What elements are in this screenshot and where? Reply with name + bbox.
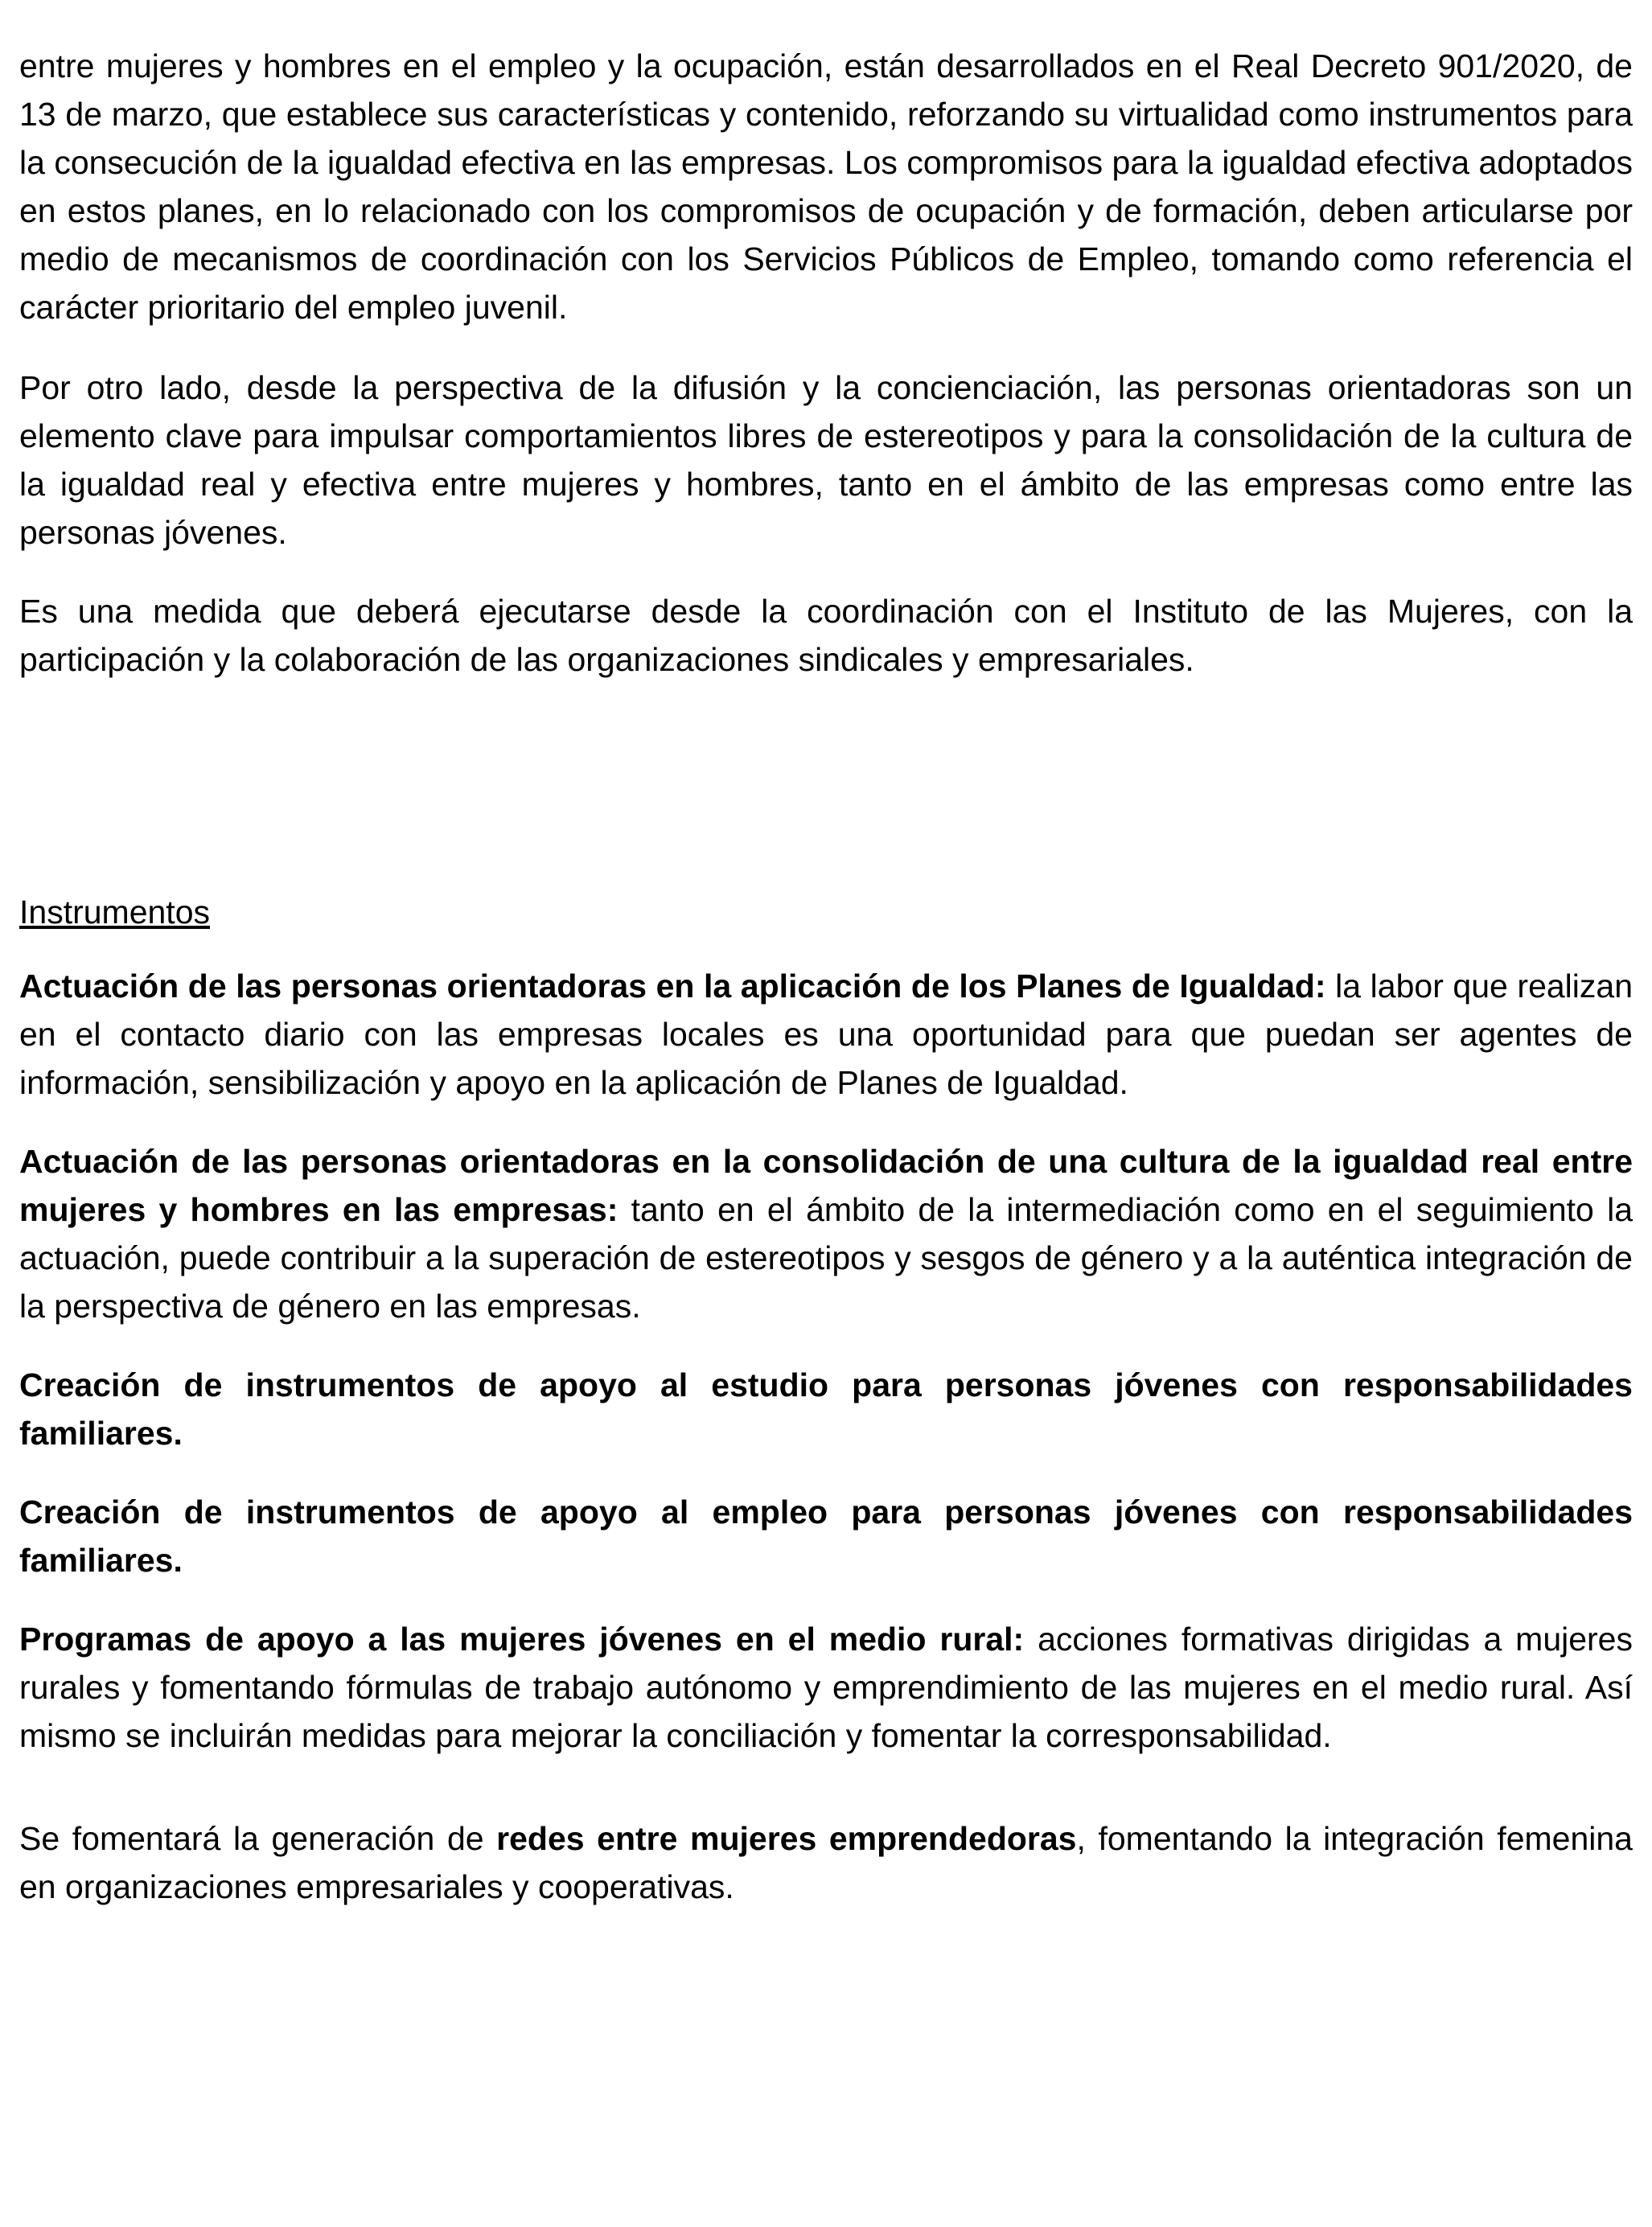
intro-paragraph-2: Por otro lado, desde la perspectiva de la difusión y la concienciación, las personas orientadoras son un elemento clave para impulsar comportamientos libres de estereotipos y para la consolidación de la cultura de la igualdad real y efectiva entre mujeres y hombres, tanto en el ámbito de las empresas como entre las personas jóvenes. — [19, 369, 1633, 551]
instrument-item-5 — [19, 1615, 1633, 1760]
document-page — [19, 42, 1633, 1911]
intro-paragraph-3: Es una medida que deberá ejecutarse desde la coordinación con el Instituto de las Mujeres, con la participación y la colaboración de las organizaciones sindicales y empresariales. — [19, 593, 1633, 678]
intro-paragraph-1: entre mujeres y hombres en el empleo y la ocupación, están desarrollados en el Real Decreto 901/2020, de 13 de marzo, que establece sus características y contenido, reforzando su virtualidad como instrumentos para la consecución de la igualdad efectiva en las empresas. Los compromisos para la igualdad efectiva adoptados en estos planes, en lo relacionado con los compromisos de ocupación y de formación, deben articularse por medio de mecanismos de coordinación con los Servicios Públicos de Empleo, tomando como referencia el carácter prioritario del empleo juvenil. — [19, 47, 1633, 326]
instrument-item-5-title: Programas de apoyo a las mujeres jóvenes en el medio rural: — [19, 1621, 1025, 1658]
closing-paragraph — [19, 1814, 1633, 1911]
instrument-item-3 — [19, 1361, 1633, 1457]
instrument-item-5-text: acciones formativas dirigidas a mujeres rurales y fomentando fórmulas de trabajo autónomo y emprendimiento de las mujeres en el medio rural. Así mismo se incluirán medidas para mejorar la conciliación y fomentar la corresponsabilidad. — [19, 1621, 1633, 1754]
instruments-heading — [19, 888, 1633, 936]
instrument-item-4 — [19, 1488, 1633, 1584]
instrument-item-1 — [19, 962, 1633, 1107]
instruments-heading-text: Instrumentos — [19, 894, 210, 931]
instrument-item-4-title: Creación de instrumentos de apoyo al empleo para personas jóvenes con responsabilidades familiares. — [19, 1494, 1633, 1579]
closing-text-bold: redes entre mujeres emprendedoras — [496, 1820, 1077, 1857]
instrument-item-2-text: tanto en el ámbito de la intermediación como en el seguimiento la actuación, puede contribuir a la superación de estereotipos y sesgos de género y a la auténtica integración de la perspectiva de género en las empresas. — [19, 1191, 1633, 1325]
closing-text-after: , fomentando la integración femenina en organizaciones empresariales y cooperativas. — [19, 1820, 1633, 1905]
instrument-item-1-title: Actuación de las personas orientadoras en la aplicación de los Planes de Igualdad: — [19, 968, 1326, 1005]
instrument-item-1-text: la labor que realizan en el contacto diario con las empresas locales es una oportunidad para que puedan ser agentes de información, sensibilización y apoyo en la aplicación de Planes de Igualdad. — [19, 968, 1633, 1101]
instrument-item-3-title: Creación de instrumentos de apoyo al estudio para personas jóvenes con responsabilidades familiares. — [19, 1366, 1633, 1452]
instrument-item-2 — [19, 1137, 1633, 1330]
closing-text-before: Se fomentará la generación de — [19, 1820, 497, 1857]
instrument-item-2-title: Actuación de las personas orientadoras en la consolidación de una cultura de la igualdad real entre mujeres y hombres en las empresas: — [19, 1143, 1633, 1228]
